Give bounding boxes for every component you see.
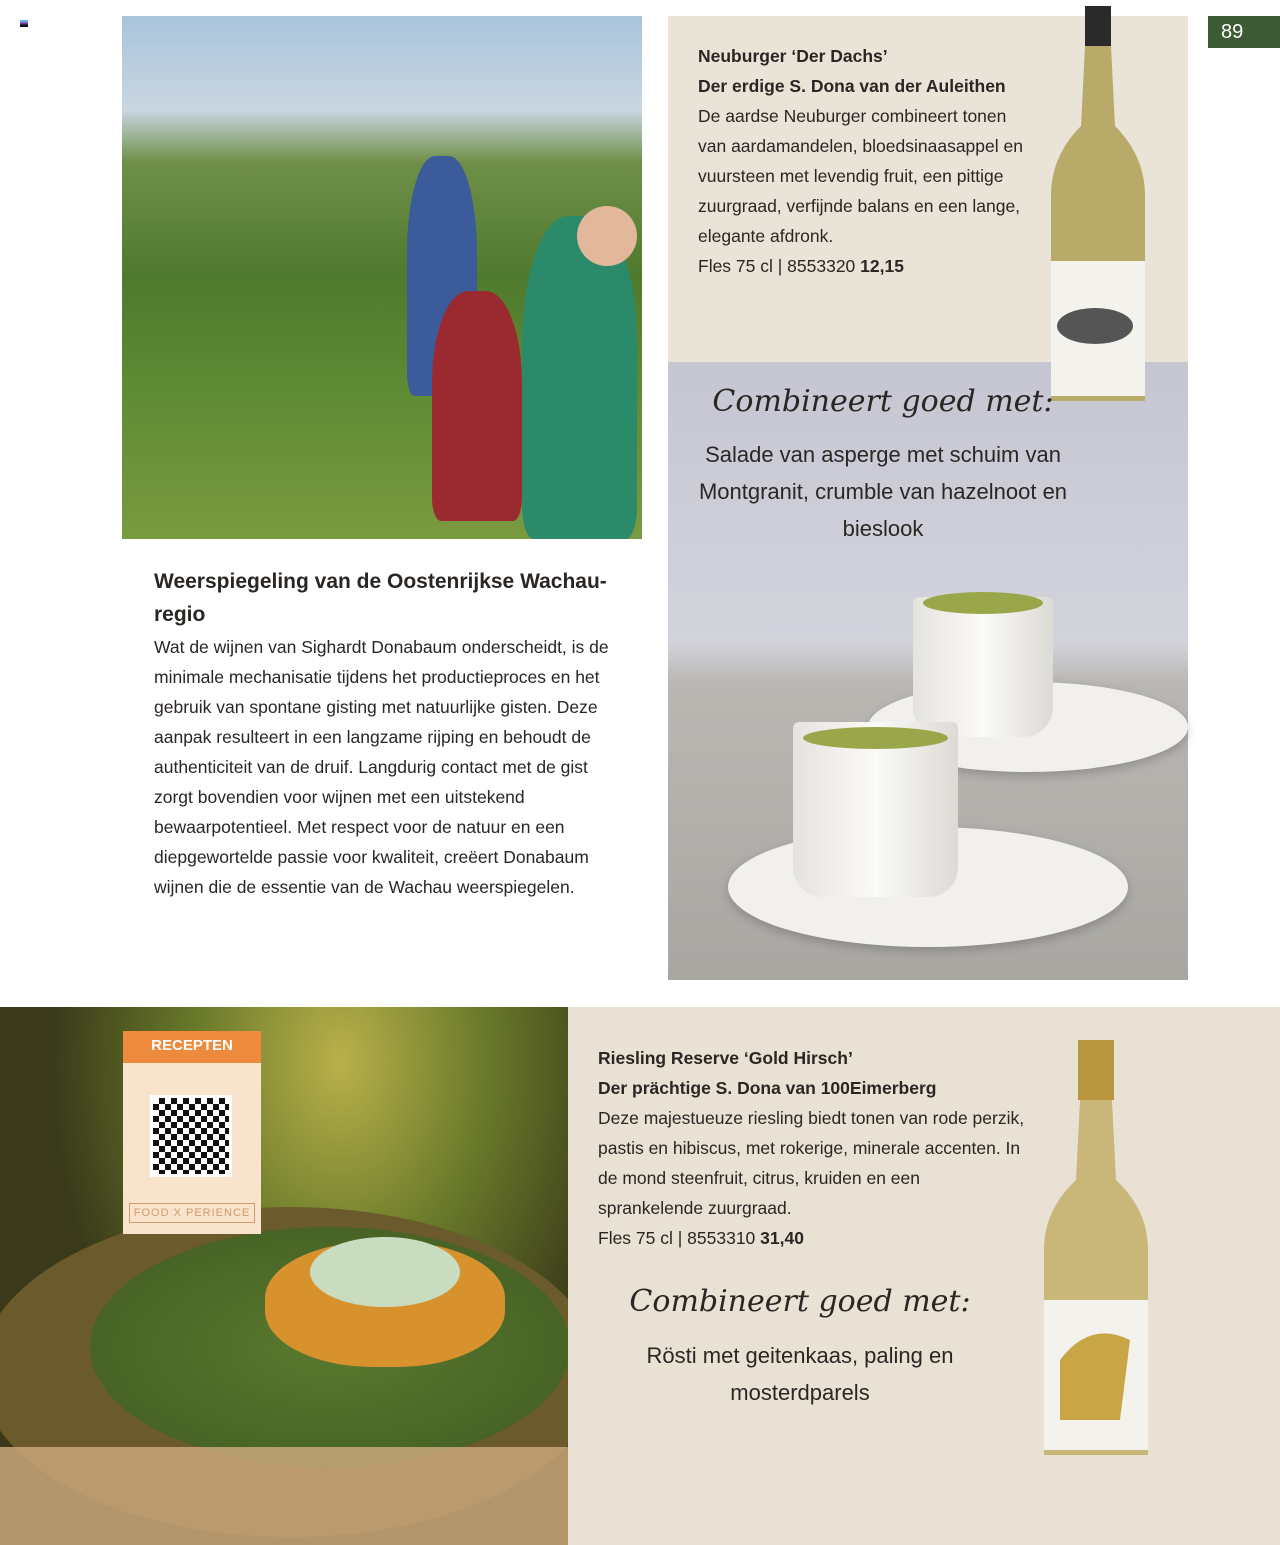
- pairing-label: Combineert goed met:: [629, 1284, 971, 1319]
- pairing-dish: Rösti met geitenkaas, paling en mosterdparels: [646, 1343, 954, 1405]
- foodxperience-logo: FOOD X PERIENCE: [129, 1203, 255, 1223]
- flag-icon: [20, 20, 28, 27]
- article-body: Wat de wijnen van Sighardt Donabaum onderscheidt, is de minimale mechanisatie tijdens het productieproces en het gebruik van spontane gisting met natuurlijke gisten. Deze aanpak resulteert in een langzame rijping en behoudt de authenticiteit van de druif. Langdurig contact met de gist zorgt bovendien voor wijnen met een uitstekend bewaarpotentieel. Met respect voor de natuur en een diepgewortelde passie voor kwaliteit, creëert Donabaum wijnen die de essentie van de Wachau weerspiegelen.: [154, 637, 609, 897]
- recipes-qr-badge[interactable]: [123, 1031, 261, 1234]
- article-heading: Weerspiegeling van de Oostenrijkse Wachau-regio: [154, 570, 607, 626]
- recipes-label: RECEPTEN: [123, 1031, 261, 1063]
- product-name: Neuburger ‘Der Dachs’: [698, 46, 888, 66]
- product-subtitle: Der prächtige S. Dona van 100Eimerberg: [598, 1078, 937, 1098]
- qr-code[interactable]: [150, 1095, 232, 1177]
- pairing-label: Combineert goed met:: [712, 384, 1054, 419]
- wine-bottle-riesling: [1040, 1040, 1152, 1458]
- product-description: De aardse Neuburger combineert tonen van aardamandelen, bloedsinaasappel en vuursteen met levendig fruit, een pittige zuurgraad, verfijnde balans en een lange, elegante afdronk.: [698, 106, 1023, 246]
- wine-bottle-neuburger: [1045, 6, 1151, 406]
- dish-photo-rosti: [0, 1007, 568, 1545]
- page-number: 89: [1208, 16, 1280, 48]
- product-price: 12,15: [860, 256, 904, 276]
- product-price: 31,40: [760, 1228, 804, 1248]
- product-subtitle: Der erdige S. Dona van der Auleithen: [698, 76, 1006, 96]
- product-info-riesling: [598, 1043, 1028, 1253]
- product-info-neuburger: [698, 41, 1038, 281]
- product-name: Riesling Reserve ‘Gold Hirsch’: [598, 1048, 853, 1068]
- pairing-dish: Salade van asperge met schuim van Montgranit, crumble van hazelnoot en bieslook: [698, 442, 1068, 541]
- vineyard-photo: [122, 16, 642, 539]
- product-pack: Fles 75 cl | 8553310: [598, 1228, 756, 1248]
- product-pack: Fles 75 cl | 8553320: [698, 256, 856, 276]
- product-description: Deze majestueuze riesling biedt tonen van rode perzik, pastis en hibiscus, met rokerige, minerale accenten. In de mond steenfruit, citrus, kruiden en een sprankelende zuurgraad.: [598, 1108, 1025, 1218]
